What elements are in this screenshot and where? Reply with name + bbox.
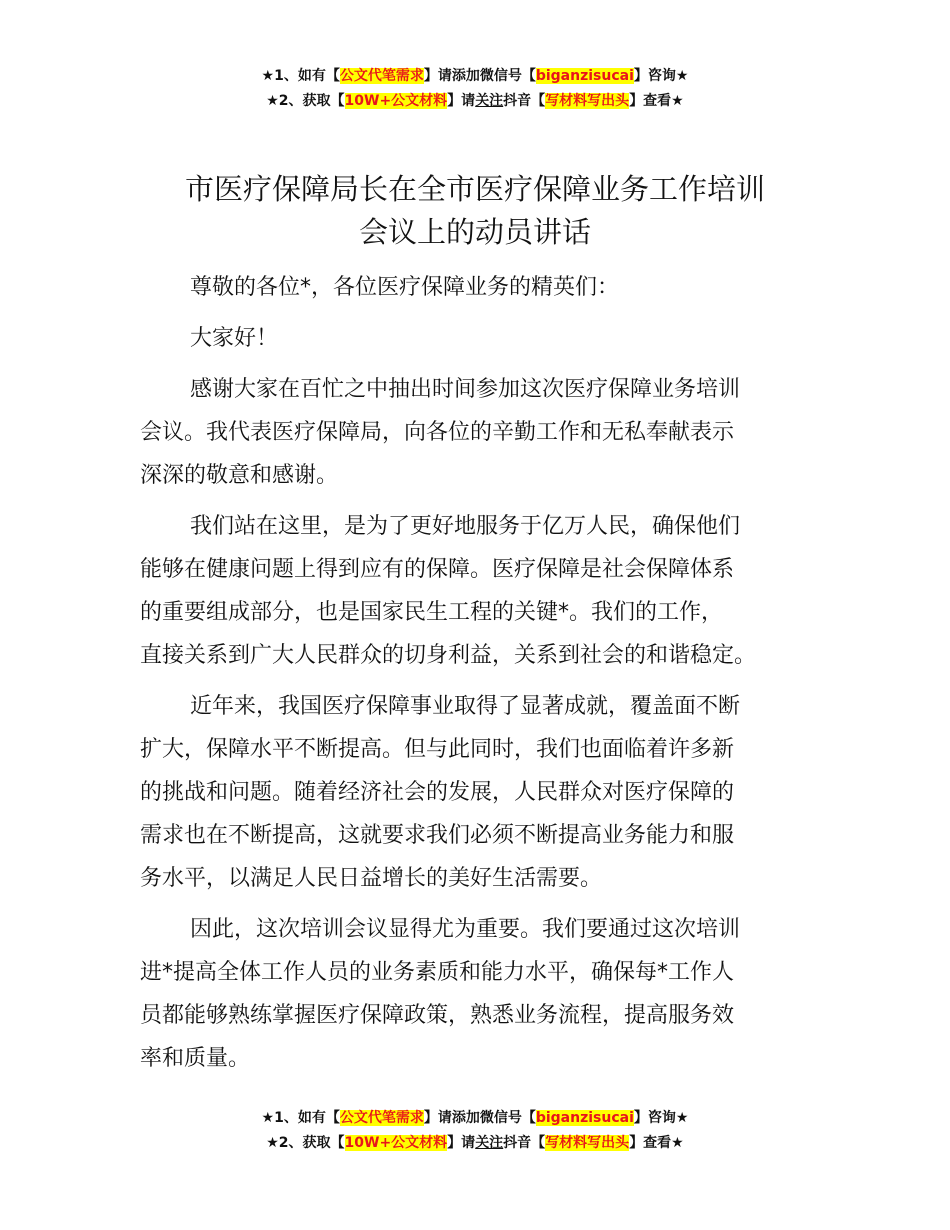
douyin-id-highlight: 写材料写出头 [545, 1135, 630, 1151]
promo-line-1 [0, 1106, 950, 1131]
promo-text: 抖音【 [503, 1135, 546, 1151]
title-line: 市医疗保障局长在全市医疗保障业务工作培训 [184, 172, 765, 206]
promo-text: 】查看★ [629, 1135, 684, 1151]
document-body [140, 266, 830, 1080]
document-title [0, 168, 950, 254]
promo-highlight: 公文代笔需求 [339, 1110, 424, 1126]
promo-text: 】咨询★ [633, 68, 689, 84]
paragraph-line: 深深的敬意和感谢。 [140, 463, 339, 488]
promo-text: 微信号【 [479, 68, 536, 84]
promo-text: 】请 [447, 93, 476, 109]
promo-line-2 [0, 1131, 950, 1156]
paragraph-line: 感谢大家在百忙之中抽出时间参加这次医疗保障业务培训 [190, 377, 741, 402]
paragraph-line: 因此，这次培训会议显得尤为重要。我们要通过这次培训 [190, 917, 741, 942]
promo-text: 】请 [423, 68, 452, 84]
wechat-id-highlight: biganzisucai [535, 68, 634, 84]
paragraph-line: 需求也在不断提高，这就要求我们必须不断提高业务能力和服 [140, 823, 735, 848]
promo-text: 】请 [423, 1110, 452, 1126]
greeting: 大家好！ [190, 326, 279, 351]
bottom-promo-banner [0, 1106, 950, 1156]
paragraph-line: 我们站在这里，是为了更好地服务于亿万人民，确保他们 [190, 514, 741, 539]
salutation: 尊敬的各位*，各位医疗保障业务的精英们： [190, 275, 620, 300]
paragraph-line: 务水平，以满足人民日益增长的美好生活需要。 [140, 866, 603, 891]
promo-text: 微信号【 [479, 1110, 536, 1126]
paragraph-line: 的重要组成部分，也是国家民生工程的关键*。我们的工作， [140, 600, 724, 625]
promo-text: 抖音【 [503, 93, 546, 109]
douyin-id-highlight: 写材料写出头 [545, 93, 630, 109]
promo-text: 】咨询★ [633, 1110, 689, 1126]
promo-text: 添加 [451, 68, 480, 84]
top-promo-banner [0, 64, 950, 114]
paragraph [140, 685, 830, 900]
paragraph [140, 368, 830, 497]
paragraph-line: 能够在健康问题上得到应有的保障。医疗保障是社会保障体系 [140, 557, 735, 582]
promo-line-1 [0, 64, 950, 89]
paragraph-line: 员都能够熟练掌握医疗保障政策，熟悉业务流程，提高服务效 [140, 1003, 735, 1028]
paragraph-line: 进*提高全体工作人员的业务素质和能力水平，确保每*工作人 [140, 960, 735, 985]
paragraph [140, 908, 830, 1080]
promo-text: 关注 [475, 1135, 504, 1151]
promo-highlight: 10W+公文材料 [344, 93, 448, 109]
promo-text: 】请 [447, 1135, 476, 1151]
promo-line-2 [0, 89, 950, 114]
paragraph [140, 505, 830, 677]
paragraph-line: 扩大，保障水平不断提高。但与此同时，我们也面临着许多新 [140, 737, 735, 762]
promo-text: 添加 [451, 1110, 480, 1126]
promo-text: 关注 [475, 93, 504, 109]
promo-text: ★1、如有【 [261, 68, 340, 84]
paragraph-line: 会议。我代表医疗保障局，向各位的辛勤工作和无私奉献表示 [140, 420, 735, 445]
paragraph-line: 直接关系到广大人民群众的切身利益，关系到社会的和谐稳定。 [140, 643, 757, 668]
paragraph-line: 的挑战和问题。随着经济社会的发展，人民群众对医疗保障的 [140, 780, 735, 805]
paragraph-line: 近年来，我国医疗保障事业取得了显著成就，覆盖面不断 [190, 694, 741, 719]
title-line: 会议上的动员讲话 [358, 215, 591, 249]
promo-text: ★2、获取【 [266, 93, 345, 109]
promo-highlight: 10W+公文材料 [344, 1135, 448, 1151]
paragraph-line: 率和质量。 [140, 1046, 251, 1071]
promo-highlight: 公文代笔需求 [339, 68, 424, 84]
wechat-id-highlight: biganzisucai [535, 1110, 634, 1126]
promo-text: ★2、获取【 [266, 1135, 345, 1151]
promo-text: 】查看★ [629, 93, 684, 109]
promo-text: ★1、如有【 [261, 1110, 340, 1126]
